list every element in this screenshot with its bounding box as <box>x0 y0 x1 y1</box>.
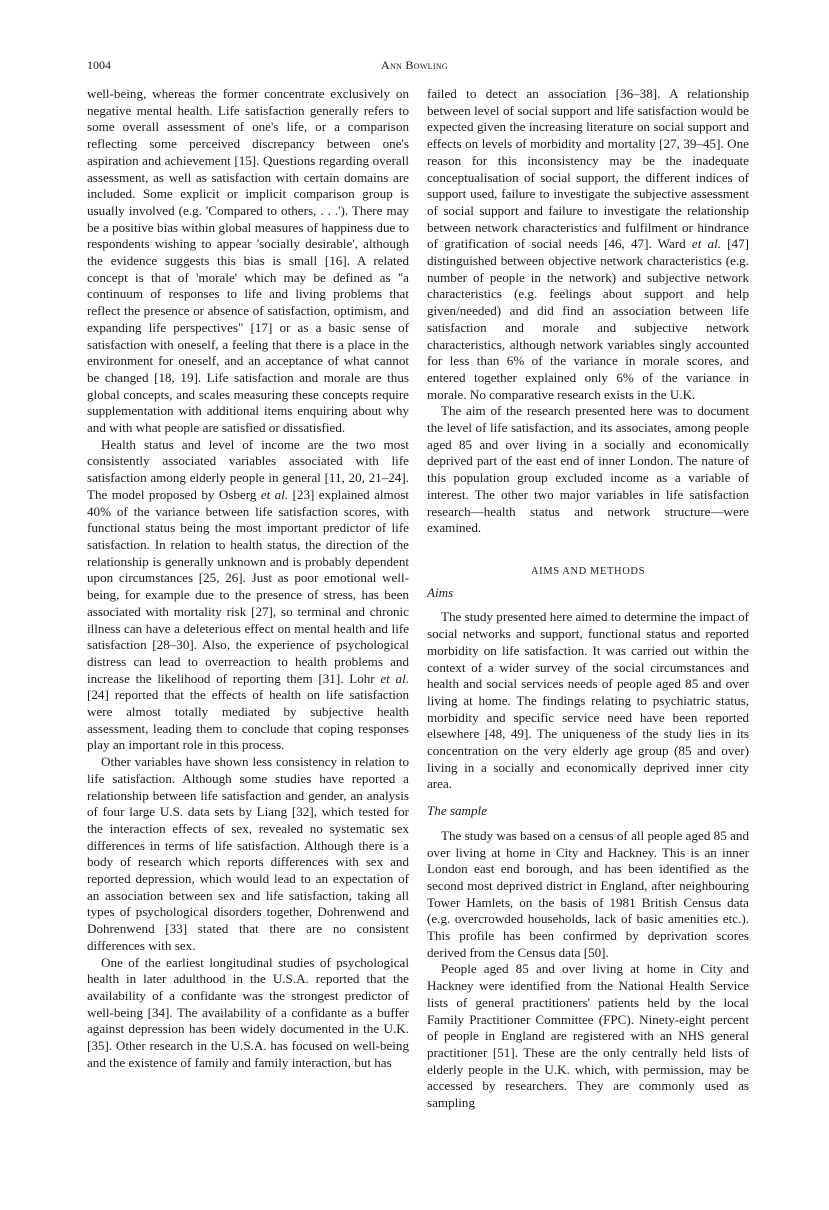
text-span: Health status and level of income are the two most consistently associated variables associated with life satisfaction among elderly people in general [11, 20, 21–24]. The model proposed by Osberg <box>87 436 409 502</box>
page-header <box>87 58 742 76</box>
paragraph-identification: People aged 85 and over living at home in City and Hackney were identified from the National Health Service lists of general practitioners' patients held by the local Family Practitioner Committee (FPC). Ninety-eight percent of people in England are registered with an NHS general practitioner [51]. These are the only centrally held lists of elderly people in the U.K. which, with permission, may be accessed by researchers. They are commonly used as sampling <box>427 961 749 1111</box>
section-heading-aims-methods: AIMS AND METHODS <box>530 565 646 577</box>
et-al: et al. <box>691 236 721 252</box>
text-span: failed to detect an association [36–38]. A relationship between level of social support and life satisfaction would be expected given the increasing literature on social support and effects on levels of morbidity and mortality [27, 39–45]. One reason for this inconsistency may be the inadequate conceptualisation of social support, the different indices of support used, failure to investigate the subjective assessment of social support and failure to investigate the relationship between network characteristics and fulfilment or hindrance of gratification of social needs [46, 47]. Ward <box>427 86 749 252</box>
text-span: [24] reported that the effects of health on life satisfaction were almost totally mediated by subjective health assessment, leading them to conclude that coping responses play an important role in this process. <box>87 687 409 753</box>
subheading-aims: Aims <box>427 584 454 600</box>
et-al: et al. <box>380 670 410 686</box>
paragraph-life-satisfaction: well-being, whereas the former concentrate exclusively on negative mental health. Life satisfaction generally refers to some overall assessment of one's life, or a comparison reflecting some perceived discrepancy between one's aspiration and achievement [15]. Questions regarding overall assessment, as well as satisfaction with certain domains are included. Some explicit or implicit comparison group is usually involved (e.g. 'Compared to others, . . .'). There may be a positive bias within global measures of happiness due to respondents wishing to appear 'socially desirable', although the evidence suggests this bias is small [16]. A related concept is that of 'morale' which may be defined as "a continuum of responses to life and living problems that reflect the presence or absence of satisfaction, optimism, and expanding life perspectives" [17] or as a basic sense of satisfaction with oneself, a feeling that there is a place in the environment for oneself, and an acceptance of what cannot be changed [18, 19]. Life satisfaction and morale are thus global concepts, and scales measuring these concepts require supplementation with additional items enquiring about why and with what people are satisfied or dissatisfied. <box>87 86 409 436</box>
running-head-author: Ann Bowling <box>381 58 448 72</box>
right-column <box>427 86 749 1112</box>
et-al: et al. <box>260 486 289 502</box>
left-column <box>87 86 409 1071</box>
page-number: 1004 <box>87 58 111 72</box>
paragraph-research-aim: The aim of the research presented here was to document the level of life satisfaction, and its associates, among people aged 85 and over living in a socially and economically deprived part of the east end of inner London. The nature of this population group excluded income as a variable of interest. The other two major variables in life satisfaction research—health status and network structure—were examined. <box>427 403 749 536</box>
paragraph-confidante: One of the earliest longitudinal studies of psychological health in later adulthood in the U.S.A. reported that the availability of a confidante was the strongest predictor of well-being [34]. The availability of a confidante as a buffer against depression has been widely documented in the U.K. [35]. Other research in the U.S.A. has focused on well-being and the existence of family and family interaction, but has <box>87 954 409 1070</box>
paragraph-other-variables: Other variables have shown less consistency in relation to life satisfaction. Although some studies have reported a relationship between life satisfaction and gender, an analysis of four large U.S. data sets by Liang [32], which tested for the interaction effects of sex, revealed no systematic sex differences in terms of life satisfaction. Although there is a body of research which reports differences with sex and reported depression, which would lead to an expectation of an association between sex and life satisfaction, taking all types of psychological disorders together, Dohrenwend and Dohrenwend [33] stated that there are no consistent differences with sex. <box>87 754 409 953</box>
text-span: [47] distinguished between objective network characteristics (e.g. number of people in the network) and subjective network characteristics (e.g. feelings about support and help given/needed) and did find an association between life satisfaction and morale and subjective network characteristics, although network variables singly accounted for less than 6% of the variance in morale scores, and entered together explained only 6% of the variance in morale. No comparative research exists in the U.K. <box>427 236 749 402</box>
subheading-sample: The sample <box>427 803 488 819</box>
paragraph-sample: The study was based on a census of all people aged 85 and over living at home in City and Hackney. This is an inner London east end borough, and has been identified as the second most deprived district in England, after neighbouring Tower Hamlets, on the basis of 1981 British Census data (e.g. overcrowded households, lack of basic amenities etc.). This profile has been confirmed by deprivation scores derived from the Census data [50]. <box>427 827 749 960</box>
paragraph-aims: The study presented here aimed to determine the impact of social networks and support, functional status and reported morbidity on life satisfaction. It was carried out within the context of a wider survey of the social circumstances and health and social services needs of people aged 85 and over living at home. The findings relating to psychiatric status, morbidity and specific service need have been reported elsewhere [48, 49]. The uniqueness of the study lies in its concentration on the very elderly age group (85 and over) living in a socially and economically deprived inner city area. <box>427 609 749 792</box>
text-span: [23] explained almost 40% of the variance between life satisfaction scores, with functional status being the most important predictor of life satisfaction. In relation to health status, the direction of the relationship is generally unknown and is probably dependent upon circumstances [25, 26]. Just as poor emotional well-being, for example due to the presence of stress, has been associated with mortality risk [27], so terminal and chronic illness can have a deleterious effect on mental health and life satisfaction [28–30]. Also, the experience of psychological distress can lead to overreaction to health problems and increase the likelihood of reporting them [31]. Lohr <box>87 486 409 686</box>
paragraph-health-income <box>87 437 409 754</box>
paragraph-social-support <box>427 86 749 403</box>
